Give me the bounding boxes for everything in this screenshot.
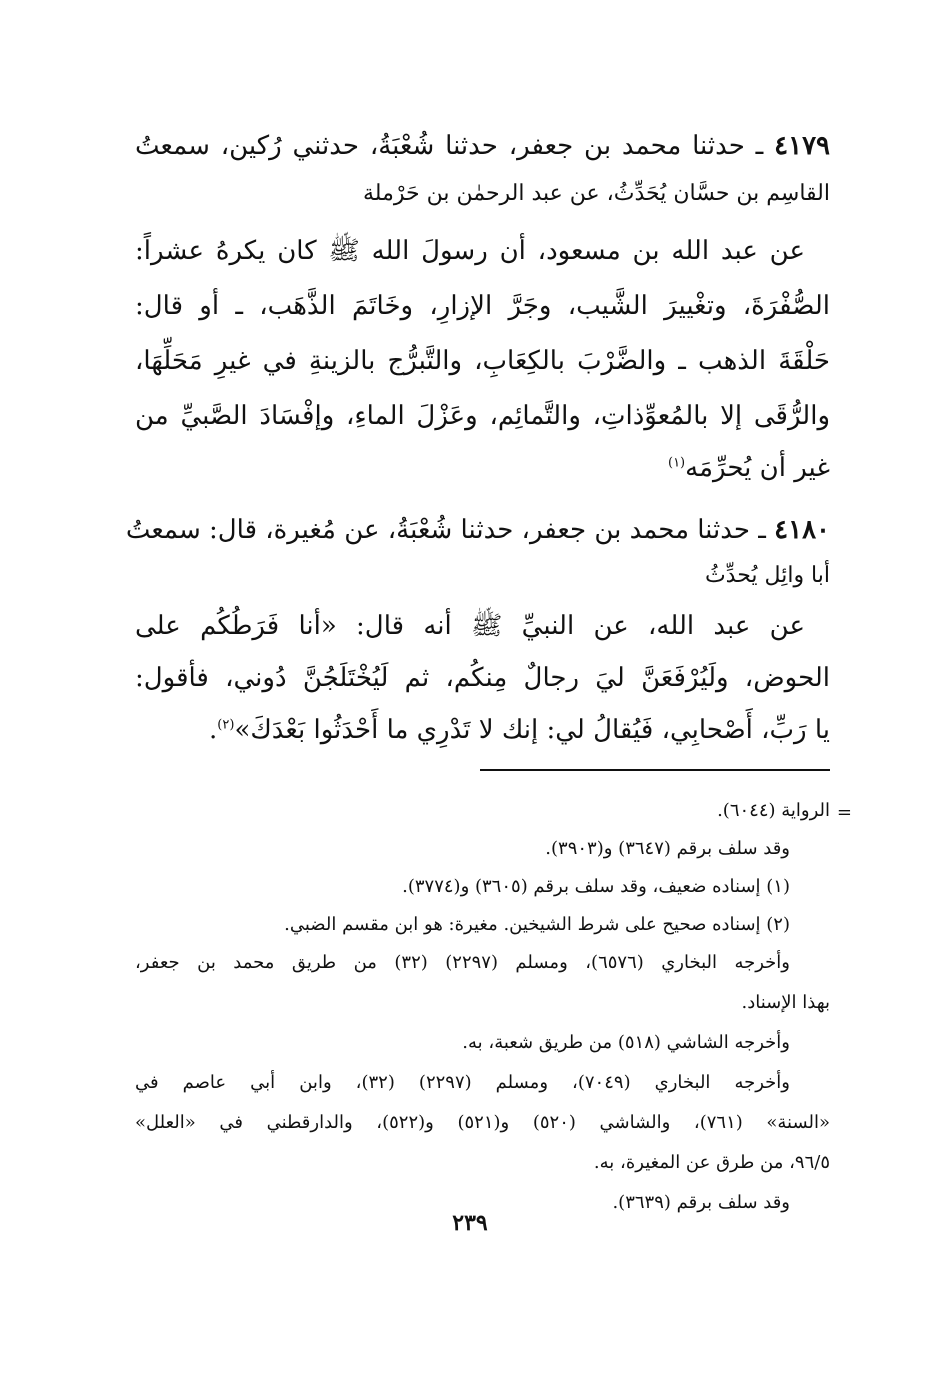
footnote-marker: (١) xyxy=(667,455,686,471)
page-number: ٢٣٩ xyxy=(452,1210,488,1236)
hadith-4180-isnad-line-2: أبا وائِل يُحدِّثُ xyxy=(704,563,830,588)
footnote-line: (١) إسناده ضعيف، وقد سلف برقم (٣٦٠٥) و(٣٧٧٤). xyxy=(402,876,790,897)
hadith-4179-isnad-line-1: ٤١٧٩ ـ حدثنا محمد بن جعفر، حدثنا شُعْبَةُ، حدثني رُكين، سمعتُ xyxy=(135,131,831,161)
footnote-line: وأخرجه الشاشي (٥١٨) من طريق شعبة، به. xyxy=(462,1032,790,1053)
hadith-number: ٤١٨٠ xyxy=(774,515,830,545)
footnote-line: بهذا الإسناد. xyxy=(741,992,830,1013)
hadith-4179-matn-line: والرُّقَى إلا بالمُعوِّذاتِ، والتَّمائِم، وعَزْلَ الماءِ، وإفْسَادَ الصَّبيِّ من xyxy=(135,401,830,431)
footnote-marker: (٢) xyxy=(217,717,235,733)
footnote-separator xyxy=(480,769,830,771)
hadith-4179-matn-line: الصُّفْرَةَ، وتغْييرَ الشَّيب، وجَرَّ الإزارِ، وخَاتَمَ الذَّهَب، ـ أو قال: xyxy=(135,291,830,321)
hadith-4180-matn-line: يا رَبِّ، أَصْحابِي، فَيُقالُ لي: إنك لا تَدْرِي ما أَحْدَثُوا بَعْدَكَ»$^{(٢)}$. xyxy=(209,715,830,745)
hadith-4179-matn-line: غير أن يُحرِّمَه$^{(١)}$ xyxy=(667,453,830,483)
continuation-sign: = xyxy=(836,802,852,823)
hadith-4179-matn-line: حَلْقَةَ الذهب ـ والضَّرْبَ بالكِعَابِ، والتَّبرُّج بالزينةِ في غيرِ مَحَلِّهَا، xyxy=(135,346,830,376)
hadith-4180-matn-line: الحوض، ولَيُرْفَعَنَّ ليَ رجالٌ مِنكُم، ثم لَيُخْتَلَجُنَّ دُوني، فأقول: xyxy=(135,663,830,693)
footnote-line: وقد سلف برقم (٣٦٤٧) و(٣٩٠٣). xyxy=(545,838,790,859)
hadith-number: ٤١٧٩ xyxy=(774,131,831,161)
footnote-line: الرواية (٦٠٤٤). xyxy=(717,800,830,821)
hadith-4179-isnad-line-2: القاسِم بن حسَّان يُحَدِّثُ، عن عبد الرحمٰن بن حَرْملة xyxy=(363,181,830,206)
footnote-line: (٢) إسناده صحيح على شرط الشيخين. مغيرة: هو ابن مقسم الضبي. xyxy=(284,914,790,935)
hadith-4180-isnad-line-1: ٤١٨٠ ـ حدثنا محمد بن جعفر، حدثنا شُعْبَةُ، عن مُغيرة، قال: سمعتُ xyxy=(125,515,830,545)
hadith-4179-matn-line: عن عبد الله بن مسعود، أن رسولَ الله ﷺ كان يكرهُ عشراً: xyxy=(135,236,805,266)
footnote-line: ٩٦/٥، من طرق عن المغيرة، به. xyxy=(593,1152,830,1173)
footnote-line: وأخرجه البخاري (٦٥٧٦)، ومسلم (٢٢٩٧) (٣٢) من طريق محمد بن جعفر، xyxy=(135,952,790,973)
hadith-4180-matn-line: عن عبد الله، عن النبيِّ ﷺ أنه قال: «أنا فَرَطُكُم على xyxy=(135,611,805,641)
footnote-line: وأخرجه البخاري (٧٠٤٩)، ومسلم (٢٢٩٧) (٣٢)، وابن أبي عاصم في xyxy=(135,1072,790,1093)
footnote-line: وقد سلف برقم (٣٦٣٩). xyxy=(612,1192,790,1213)
footnote-line: «السنة» (٧٦١)، والشاشي (٥٢٠) و(٥٢١) و(٥٢٢)، والدارقطني في «العلل» xyxy=(135,1112,831,1133)
